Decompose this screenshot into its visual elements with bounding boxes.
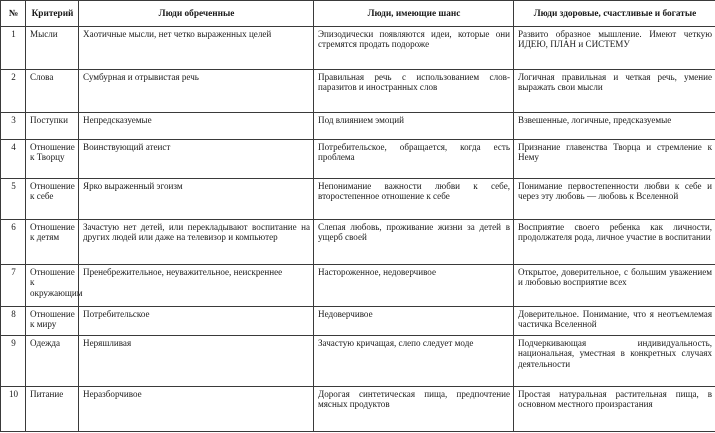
- row-number: 6: [1, 220, 26, 265]
- row-number: 5: [1, 179, 26, 220]
- table-row: [1, 140, 715, 179]
- table-row: [1, 265, 715, 307]
- row-criterion: Слова: [26, 70, 79, 113]
- table-row: [1, 179, 715, 220]
- column-header-criterion: Критерий: [26, 1, 79, 27]
- row-chance: Эпизодически появляются идеи, которые они стремятся продать подороже: [314, 27, 514, 70]
- row-criterion: Отношение к окружающим: [26, 265, 79, 307]
- row-chance: Недоверчивое: [314, 307, 514, 336]
- row-criterion: Отношение к себе: [26, 179, 79, 220]
- row-criterion: Питание: [26, 387, 79, 432]
- column-header-doomed: Люди обреченные: [79, 1, 314, 27]
- row-chance: Правильная речь с использованием слов-паразитов и иностранных слов: [314, 70, 514, 113]
- row-criterion: Отношение к детям: [26, 220, 79, 265]
- row-criterion: Отношение к Творцу: [26, 140, 79, 179]
- row-criterion: Отношение к миру: [26, 307, 79, 336]
- table-row: [1, 27, 715, 70]
- table-header: [1, 1, 715, 27]
- row-number: 3: [1, 113, 26, 140]
- row-chance: Дорогая синтетическая пища, предпочтение мясных продуктов: [314, 387, 514, 432]
- row-chance: Под влиянием эмоций: [314, 113, 514, 140]
- row-number: 4: [1, 140, 26, 179]
- row-healthy: Доверительное. Понимание, что я неотъемлемая частичка Вселенной: [514, 307, 715, 336]
- row-healthy: Признание главенства Творца и стремление к Нему: [514, 140, 715, 179]
- row-doomed: Непредсказуемые: [79, 113, 314, 140]
- row-number: 2: [1, 70, 26, 113]
- row-healthy: Развито образное мышление. Имеют четкую ИДЕЮ, ПЛАН и СИСТЕМУ: [514, 27, 715, 70]
- row-chance: Зачастую кричащая, слепо следует моде: [314, 336, 514, 387]
- row-doomed: Неряшливая: [79, 336, 314, 387]
- row-criterion: Мысли: [26, 27, 79, 70]
- column-header-chance: Люди, имеющие шанс: [314, 1, 514, 27]
- row-number: 7: [1, 265, 26, 307]
- row-criterion: Одежда: [26, 336, 79, 387]
- row-doomed: Зачастую нет детей, или перекладывают воспитание на других людей или даже на телевизор и компьютер: [79, 220, 314, 265]
- table-body: [1, 27, 715, 432]
- row-number: 1: [1, 27, 26, 70]
- row-healthy: Восприятие своего ребенка как личности, продолжателя рода, личное участие в воспитании: [514, 220, 715, 265]
- row-criterion: Поступки: [26, 113, 79, 140]
- row-doomed: Пренебрежительное, неуважительное, неискреннее: [79, 265, 314, 307]
- column-header-healthy: Люди здоровые, счастливые и богатые: [514, 1, 715, 27]
- row-doomed: Сумбурная и отрывистая речь: [79, 70, 314, 113]
- row-doomed: Хаотичные мысли, нет четко выраженных целей: [79, 27, 314, 70]
- row-healthy: Открытое, доверительное, с большим уважением и любовью восприятие всех: [514, 265, 715, 307]
- row-healthy: Логичная правильная и четкая речь, умение выражать свои мысли: [514, 70, 715, 113]
- table-row: [1, 113, 715, 140]
- table-row: [1, 220, 715, 265]
- row-number: 9: [1, 336, 26, 387]
- row-number: 8: [1, 307, 26, 336]
- row-doomed: Воинствующий атеист: [79, 140, 314, 179]
- row-healthy: Подчеркивающая индивидуальность, национальная, уместная в конкретных случаях деятельности: [514, 336, 715, 387]
- row-chance: Потребительское, обращается, когда есть проблема: [314, 140, 514, 179]
- table-header-row: [1, 1, 715, 27]
- row-healthy: Взвешенные, логичные, предсказуемые: [514, 113, 715, 140]
- row-doomed: Неразборчивое: [79, 387, 314, 432]
- table-row: [1, 336, 715, 387]
- row-chance: Слепая любовь, проживание жизни за детей в ущерб своей: [314, 220, 514, 265]
- row-chance: Настороженное, недоверчивое: [314, 265, 514, 307]
- table-row: [1, 307, 715, 336]
- table-row: [1, 387, 715, 432]
- table-row: [1, 70, 715, 113]
- row-chance: Непонимание важности любви к себе, второстепенное отношение к себе: [314, 179, 514, 220]
- row-doomed: Ярко выраженный эгоизм: [79, 179, 314, 220]
- row-doomed: Потребительское: [79, 307, 314, 336]
- row-healthy: Простая натуральная растительная пища, в основном местного произрастания: [514, 387, 715, 432]
- row-number: 10: [1, 387, 26, 432]
- row-healthy: Понимание первостепенности любви к себе и через эту любовь — любовь к Вселенной: [514, 179, 715, 220]
- column-header-number: №: [1, 1, 26, 27]
